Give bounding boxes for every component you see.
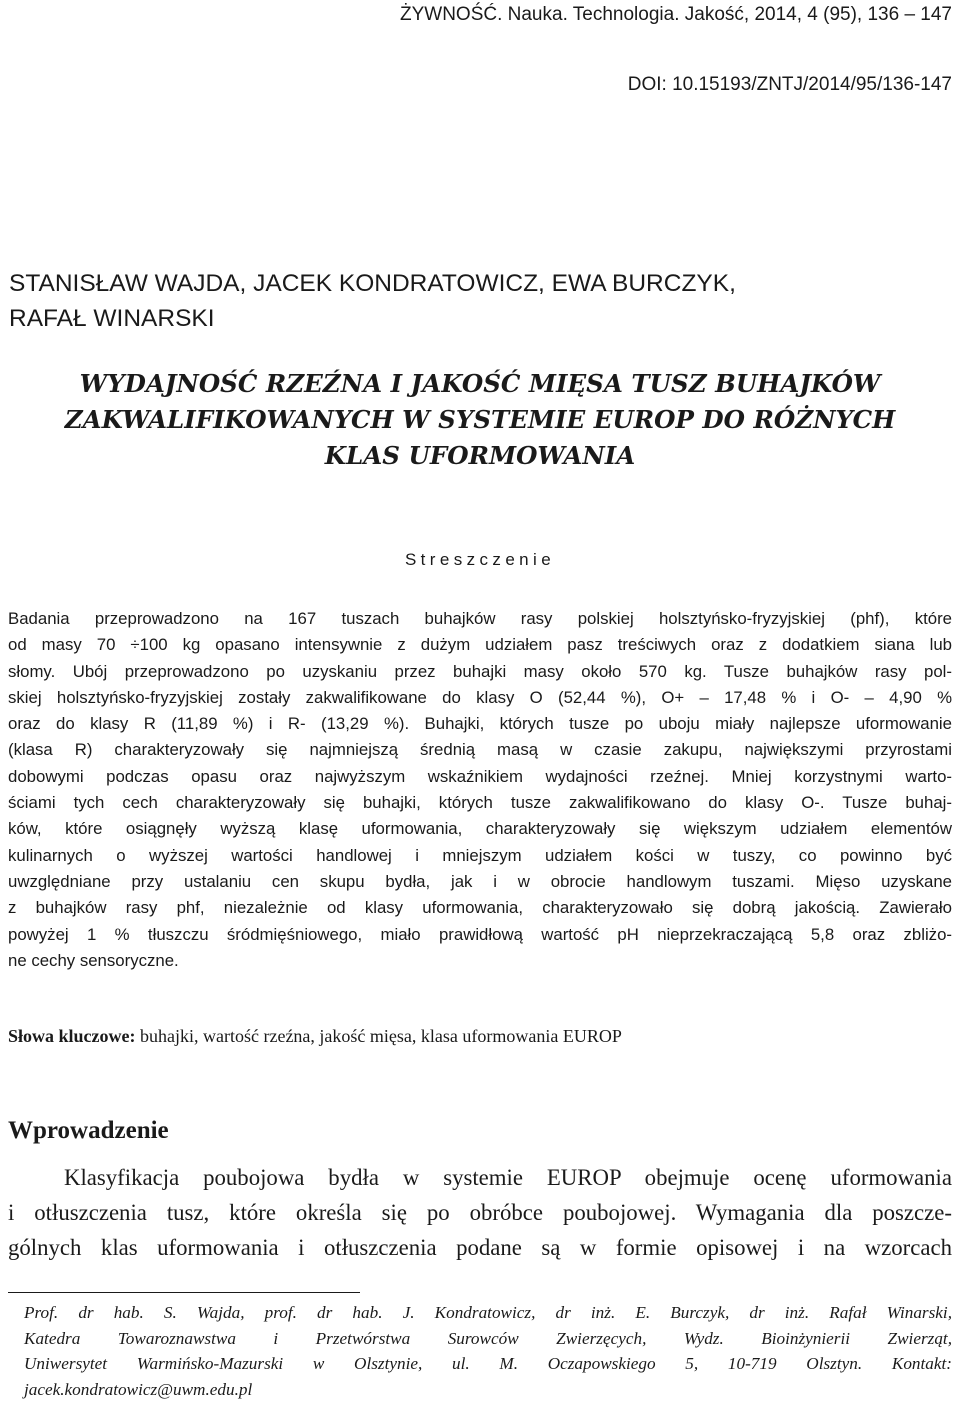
abstract-line: skiej holsztyńsko-fryzyjskiej zostały zakwalifikowane do klasy O (52,44 %), O+ – 17,48 % i O- – 4,90 % <box>8 687 952 707</box>
authors-line: STANISŁAW WAJDA, JACEK KONDRATOWICZ, EWA BURCZYK, <box>9 270 736 297</box>
abstract-line: Badania przeprowadzono na 167 tuszach buhajków rasy polskiej holsztyńsko-fryzyjskiej (phf), które <box>8 609 952 628</box>
keywords-text: buhajki, wartość rzeźna, jakość mięsa, klasa uformowania EUROP <box>135 1026 622 1046</box>
title-line: WYDAJNOŚĆ RZEŹNA I JAKOŚĆ MIĘSA TUSZ BUHAJKÓW <box>79 369 881 398</box>
abstract-line: kulinarnych o wyższej wartości handlowej i mniejszym udziałem kości w tuszy, co powinno być <box>8 845 952 865</box>
title-line: KLAS UFORMOWANIA <box>324 441 636 470</box>
footnote-line: Uniwersytet Warmińsko-Mazurski w Olsztynie, ul. M. Oczapowskiego 5, 10-719 Olsztyn. Kontakt: <box>24 1354 952 1373</box>
abstract-line: uwzględniane przy ustalaniu cen skupu bydła, jak i w obrocie handlowym tuszami. Mięso uzyskane <box>8 871 952 891</box>
footnote-line: Prof. dr hab. S. Wajda, prof. dr hab. J. Kondratowicz, dr inż. E. Burczyk, dr inż. Rafał Winarski, <box>24 1303 952 1322</box>
abstract-heading: Streszczenie <box>404 550 556 569</box>
intro-line: Klasyfikacja poubojowa bydła w systemie EUROP obejmuje ocenę uformowania <box>64 1165 952 1190</box>
keywords <box>8 1023 952 1049</box>
intro-paragraph <box>8 1160 952 1265</box>
abstract-body <box>8 606 952 974</box>
abstract-line: od masy 70 ÷100 kg opasano intensywnie z dużym udziałem pasz treściwych oraz z dodatkiem siana lub <box>8 635 952 655</box>
abstract-line: ne cechy sensoryczne. <box>8 950 179 970</box>
intro-line: i otłuszczenia tusz, które określa się po obróbce poubojowej. Wymagania dla poszcze- <box>8 1200 952 1225</box>
abstract-line: powyżej 1 % tłuszczu śródmięśniowego, miało prawidłową wartość pH nieprzekraczającą 5,8 oraz zbliżo- <box>8 924 952 944</box>
abstract-line: oraz do klasy R (11,89 %) i R- (13,29 %). Buhajki, których tusze po uboju miały najlepsze uformowanie <box>8 714 952 734</box>
paper-title <box>0 366 960 474</box>
title-line: ZAKWALIFIKOWANYCH W SYSTEMIE EUROP DO RÓŻNYCH <box>64 405 896 434</box>
abstract-line: ściami tych cech charakteryzowały się buhajki, których tusze zakwalifikowano do klasy O-. Tusze buhaj- <box>8 793 952 813</box>
footnote-divider <box>8 1292 360 1293</box>
journal-citation: ŻYWNOŚĆ. Nauka. Technologia. Jakość, 2014, 4 (95), 136 – 147 <box>399 4 952 25</box>
abstract-line: dobowymi podczas opasu oraz najwyższym wskaźnikiem wydajności rzeźnej. Mniej korzystnymi warto- <box>8 766 952 786</box>
authors-line: RAFAŁ WINARSKI <box>9 305 215 332</box>
abstract-line: z buhajków rasy phf, niezależnie od klasy uformowania, charakteryzowało się dobrą jakością. Zawierało <box>8 898 952 918</box>
abstract-line: (klasa R) charakteryzowały się najmniejszą średnią masą w czasie zakupu, największymi przyrostami <box>8 740 952 760</box>
authors-block <box>9 266 949 336</box>
footnote-line: Katedra Towaroznawstwa i Przetwórstwa Surowców Zwierzęcych, Wydz. Bioinżynierii Zwierząt, <box>24 1328 952 1348</box>
intro-line: gólnych klas uformowania i otłuszczenia podane są w formie opisowej i na wzorcach <box>8 1235 952 1260</box>
keywords-label: Słowa kluczowe: <box>8 1026 136 1046</box>
section-title: Wprowadzenie <box>8 1117 169 1144</box>
author-footnote <box>24 1300 952 1402</box>
footnote-line: jacek.kondratowicz@uwm.edu.pl <box>24 1379 253 1399</box>
abstract-line: słomy. Ubój przeprowadzono po uzyskaniu przez buhajki masy około 570 kg. Tusze buhajków rasy pol- <box>8 661 952 681</box>
abstract-line: ków, które osiągnęły wyższą klasę uformowania, charakteryzowały się większym udziałem elementów <box>8 819 952 839</box>
doi-label: DOI: 10.15193/ZNTJ/2014/95/136-147 <box>627 74 952 95</box>
